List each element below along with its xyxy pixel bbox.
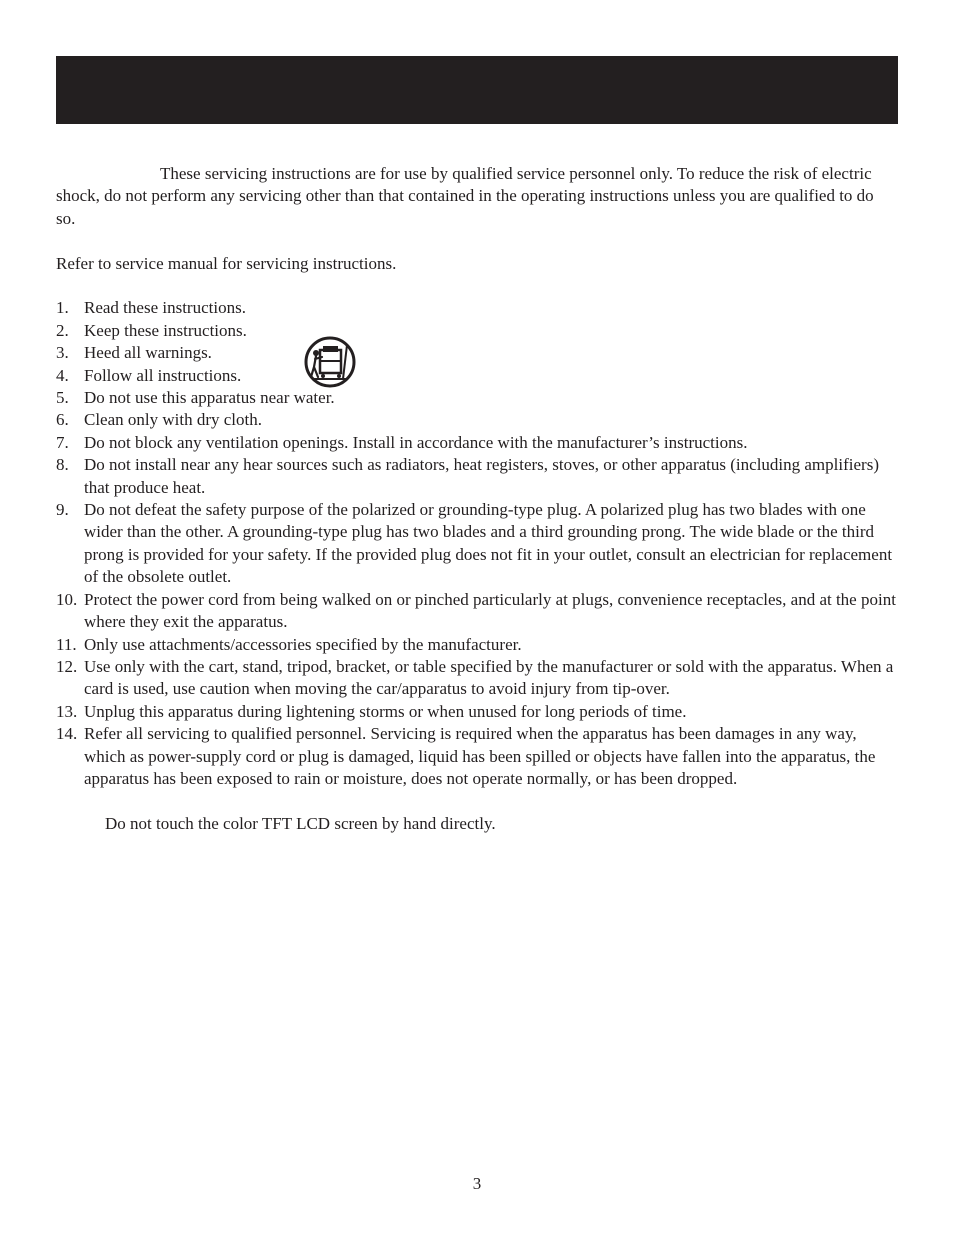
refer-paragraph: Refer to service manual for servicing instructions. [56, 253, 397, 273]
intro-paragraph: These servicing instructions are for use by qualified service personnel only. To reduce the risk of electric shock, do not perform any servicing other than that contained in the operating instructions unless you are qualified to do so. [56, 164, 874, 228]
instruction-text: Do not block any ventilation openings. Install in accordance with the manufacturer’s instructions. [84, 432, 748, 452]
instruction-number: 4. [56, 365, 69, 385]
instruction-item [56, 723, 896, 790]
instruction-item [56, 342, 896, 364]
instruction-number: 1. [56, 298, 69, 318]
instruction-text: Keep these instructions. [84, 320, 247, 340]
instruction-text: Clean only with dry cloth. [84, 410, 263, 430]
instruction-text: Do not install near any hear sources such as radiators, heat registers, stoves, or other apparatus (including amplifiers) that produce heat. [84, 455, 879, 497]
instruction-list [56, 297, 896, 790]
lcd-note: Do not touch the color TFT LCD screen by hand directly. [105, 813, 496, 833]
instruction-item [56, 499, 896, 589]
instruction-item [56, 387, 896, 409]
instruction-text: Do not defeat the safety purpose of the polarized or grounding-type plug. A polarized plug has two blades with one wider than the other. A grounding-type plug has two blades and a third grounding prong. The wide blade or the third prong is provided for your safety. If the provided plug does not fit in your outlet, consult an electrician for replacement of the obsolete outlet. [84, 500, 893, 587]
instruction-number: 10. [56, 589, 78, 609]
instruction-number: 5. [56, 388, 69, 408]
instruction-item [56, 634, 896, 656]
header-bar [56, 56, 898, 124]
instruction-item [56, 656, 896, 701]
instruction-item [56, 365, 896, 387]
instruction-text: Protect the power cord from being walked on or pinched particularly at plugs, convenience receptacles, and at the point where they exit the apparatus. [84, 589, 896, 632]
instruction-text: Do not use this apparatus near water. [84, 388, 335, 408]
instruction-number: 9. [56, 500, 69, 520]
safety-content [56, 163, 896, 835]
instruction-number: 2. [56, 320, 69, 340]
instruction-item [56, 432, 896, 454]
instruction-text: Heed all warnings. [84, 343, 212, 363]
instruction-number: 3. [56, 343, 69, 363]
instruction-number: 12. [56, 656, 78, 676]
instruction-item [56, 454, 896, 499]
instruction-text: Follow all instructions. [84, 365, 242, 385]
instruction-number: 6. [56, 410, 69, 430]
page-number: 3 [472, 1174, 482, 1193]
instruction-item [56, 297, 896, 319]
instruction-item [56, 701, 896, 723]
instruction-number: 13. [56, 701, 78, 721]
cart-tip-over-warning-icon [303, 335, 357, 389]
instruction-text: Unplug this apparatus during lightening storms or when unused for long periods of time. [84, 701, 687, 721]
instruction-item [56, 320, 896, 342]
instruction-text: Read these instructions. [84, 298, 246, 318]
instruction-number: 8. [56, 455, 69, 475]
instruction-text: Refer all servicing to qualified personnel. Servicing is required when the apparatus has been damages in any way, which as power-supply cord or plug is damaged, liquid has been spilled or objects have fallen into the apparatus, the apparatus has been exposed to rain or moisture, does not operate normally, or has been dropped. [84, 724, 876, 788]
instruction-item [56, 409, 896, 431]
instruction-number: 14. [56, 724, 78, 744]
instruction-number: 11. [56, 634, 77, 654]
instruction-item [56, 589, 896, 634]
instruction-text: Only use attachments/accessories specified by the manufacturer. [84, 634, 522, 654]
instruction-text: Use only with the cart, stand, tripod, bracket, or table specified by the manufacturer or sold with the apparatus. When a card is used, use caution when moving the car/apparatus to avoid injury from tip-over. [84, 656, 894, 699]
instruction-number: 7. [56, 432, 69, 452]
